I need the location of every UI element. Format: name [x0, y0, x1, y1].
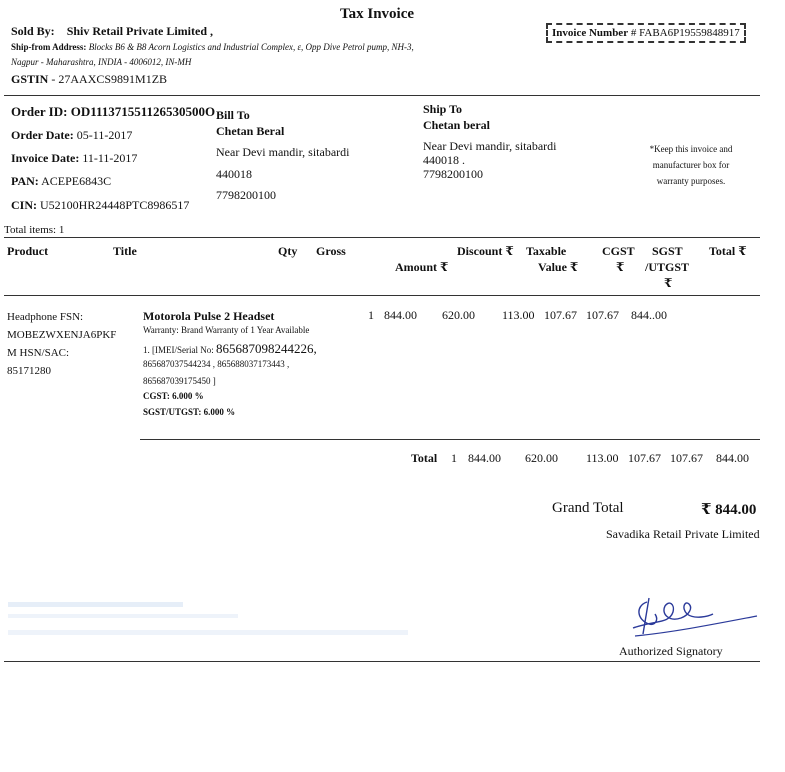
- th-total: Total ₹: [709, 244, 747, 258]
- bill-to-heading: Bill To: [216, 108, 250, 122]
- invoice-date: Invoice Date: 11-11-2017: [11, 151, 138, 165]
- divider-table-top: [4, 237, 760, 238]
- bill-to-name: Chetan Beral: [216, 124, 285, 138]
- ship-to-pin: 440018 .: [423, 153, 465, 167]
- sold-by-label: Sold By:: [11, 24, 55, 38]
- grand-total-company: Savadika Retail Private Limited: [606, 527, 760, 541]
- totals-qty: 1: [451, 451, 457, 465]
- ship-from-line2: Nagpur - Maharashtra, INDIA - 4006012, IN-MH: [11, 57, 192, 67]
- th-cgst-currency: ₹: [616, 260, 625, 274]
- ship-from-label: Ship-from Address:: [11, 42, 87, 52]
- totals-taxable: 113.00: [586, 451, 619, 465]
- th-sgst-utgst: /UTGST: [645, 260, 690, 274]
- table-row-taxable: 113.00: [502, 308, 535, 322]
- table-row-qty: 1: [368, 308, 374, 322]
- grand-total-value: ₹ 844.00: [701, 502, 757, 518]
- ship-from-line1: Blocks B6 & B8 Acorn Logistics and Industrial Complex, ε, Opp Dive Petrol pump, NH-3,: [88, 42, 414, 52]
- table-row-serial-3: 865687039175450 ]: [143, 376, 216, 386]
- authorized-signatory: Authorized Signatory: [619, 644, 723, 658]
- th-title: Title: [113, 244, 137, 258]
- totals-total: 844.00: [716, 451, 749, 465]
- table-row-sgst-rate: SGST/UTGST: 6.000 %: [143, 407, 236, 417]
- divider-table-header: [4, 295, 760, 296]
- grand-total-label: Grand Total: [552, 500, 624, 516]
- table-row-cgst: 107.67: [544, 308, 577, 322]
- totals-sgst: 107.67: [670, 451, 703, 465]
- table-row-warranty: Warranty: Brand Warranty of 1 Year Available: [143, 325, 310, 335]
- table-row-product: Headphone FSN: MOBEZWXENJA6PKF M HSN/SAC: 85171280: [7, 311, 117, 377]
- page-title: Tax Invoice: [340, 6, 415, 22]
- table-row-total: 844..00: [631, 308, 667, 322]
- totals-cgst: 107.67: [628, 451, 661, 465]
- totals-discount: 620.00: [525, 451, 558, 465]
- total-items: Total items: 1: [4, 224, 65, 236]
- table-row-serial: 1. [IMEI/Serial No: 865687098244226,: [143, 341, 317, 356]
- blur-mark-2: [8, 614, 238, 618]
- table-row-title: Motorola Pulse 2 Headset: [143, 309, 275, 323]
- table-row-serial-2: 865687037544234 , 865688037173443 ,: [143, 359, 290, 369]
- invoice-number-box: [546, 23, 746, 43]
- table-row-cgst-rate: CGST: 6.000 %: [143, 391, 204, 401]
- th-gross: Gross: [316, 244, 346, 258]
- gstin-label: GSTIN: [11, 72, 49, 86]
- totals-label: Total: [411, 451, 438, 465]
- divider-header: [4, 95, 760, 96]
- sold-by-value: Shiv Retail Private Limited ,: [66, 24, 214, 38]
- table-row-gross: 844.00: [384, 308, 417, 322]
- cin: CIN: U52100HR24448PTC8986517: [11, 198, 190, 212]
- sold-by: [11, 24, 213, 39]
- invoice-number-label: Invoice Number: [552, 27, 629, 39]
- order-date: Order Date: 05-11-2017: [11, 128, 133, 142]
- bill-to-phone: 7798200100: [216, 188, 276, 202]
- th-cgst: CGST: [602, 244, 635, 258]
- blur-mark-1: [8, 602, 183, 607]
- th-taxable-value: Value ₹: [538, 260, 579, 274]
- bill-to-pin: 440018: [216, 167, 252, 181]
- th-amount: Amount ₹: [395, 260, 449, 274]
- gstin: [11, 72, 167, 87]
- gstin-value: - 27AAXCS9891M1ZB: [51, 72, 168, 86]
- th-taxable: Taxable: [526, 244, 567, 258]
- ship-to-address: Near Devi mandir, sitabardi: [423, 139, 557, 153]
- ship-to-heading: Ship To: [423, 102, 463, 116]
- invoice-number-value: # FABA6P19559848917: [630, 27, 740, 39]
- blur-mark-3: [8, 630, 408, 635]
- ship-to-name: Chetan beral: [423, 118, 490, 132]
- th-qty: Qty: [278, 244, 298, 258]
- th-sgst: SGST: [652, 244, 683, 258]
- th-product: Product: [7, 244, 49, 258]
- bill-to-address: Near Devi mandir, sitabardi: [216, 145, 350, 159]
- table-row-sgst: 107.67: [586, 308, 619, 322]
- order-id: Order ID: OD111371551126530500O: [11, 104, 216, 119]
- ship-to-phone: 7798200100: [423, 167, 483, 181]
- ship-from: [11, 42, 414, 52]
- th-discount: Discount ₹: [457, 244, 514, 258]
- totals-gross: 844.00: [468, 451, 501, 465]
- pan: PAN: ACEPE6843C: [11, 174, 112, 188]
- warranty-note: *Keep this invoice and manufacturer box for warranty purposes.: [649, 144, 733, 186]
- divider-table-row: [140, 439, 760, 440]
- signature-image: [625, 590, 760, 640]
- divider-footer: [4, 661, 760, 662]
- th-sgst-currency: ₹: [664, 276, 673, 290]
- table-row-discount: 620.00: [442, 308, 475, 322]
